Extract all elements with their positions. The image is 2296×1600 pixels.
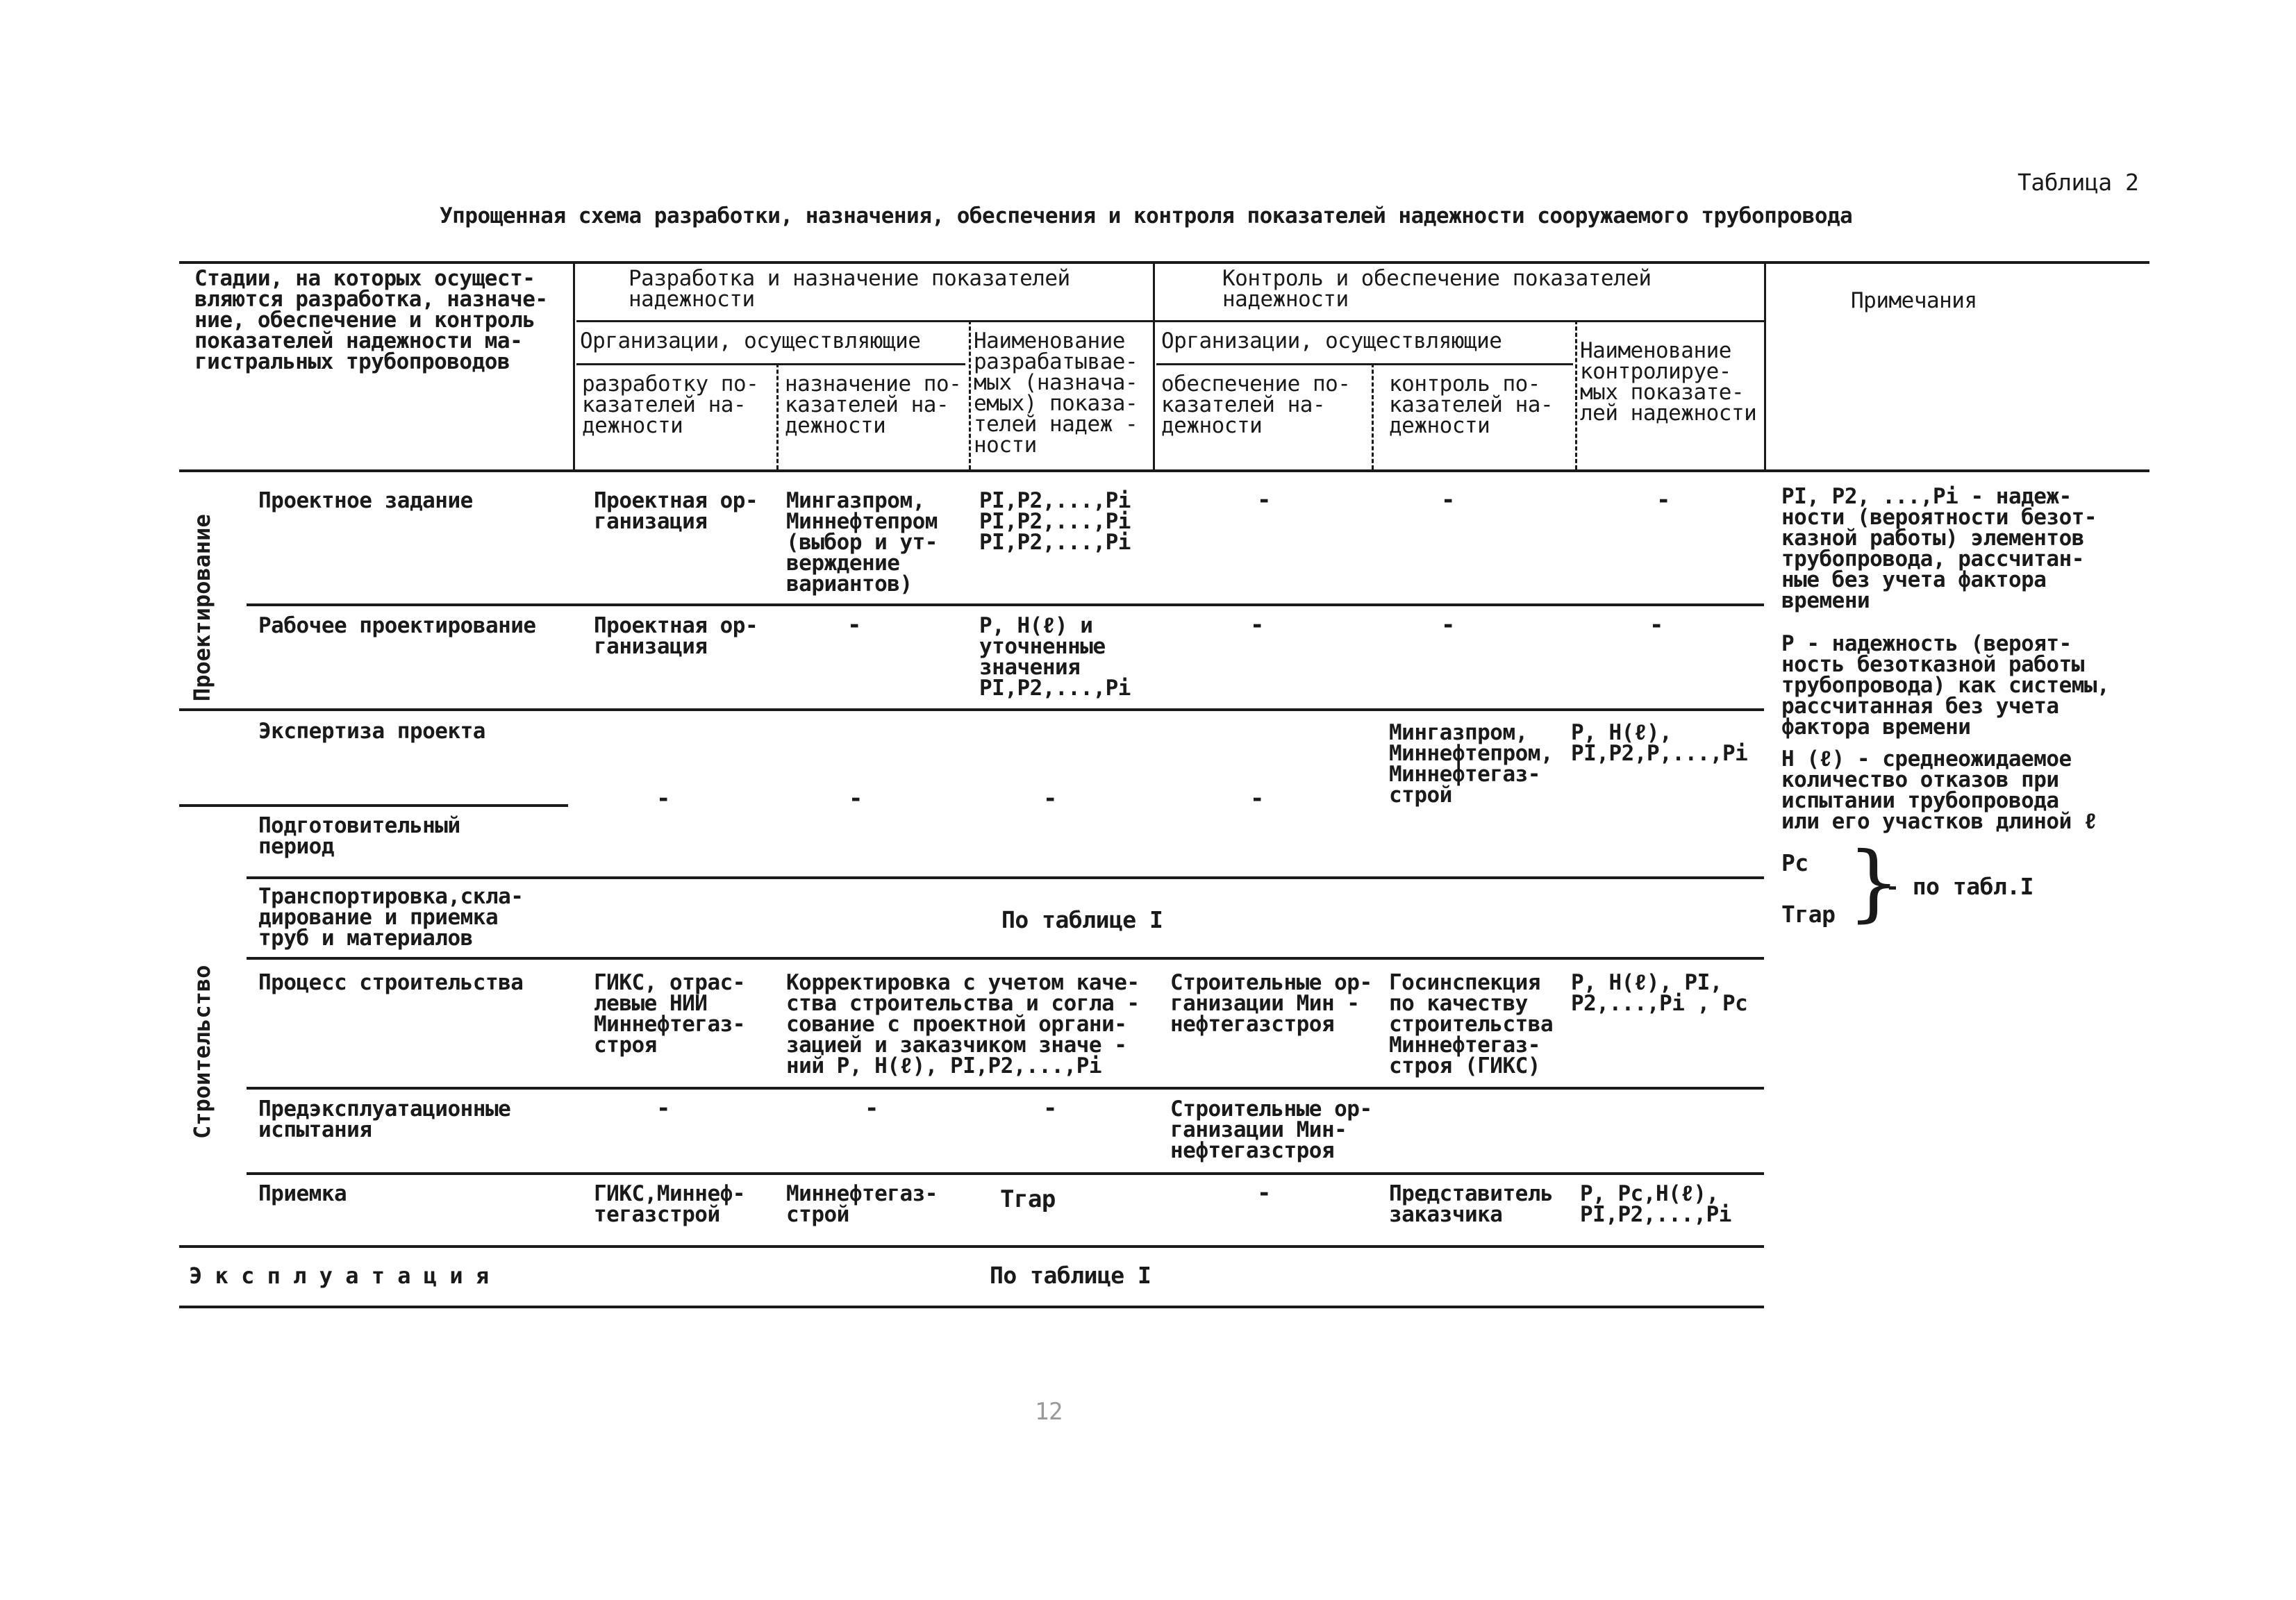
row1-dev2: Мингазпром, Миннефтепром (выбор и ут- верждение вариантов) bbox=[786, 488, 938, 597]
note-3: H (ℓ) - среднеожидаемое количество отказов при испытании трубопровода или его участков длиной ℓ bbox=[1781, 747, 2097, 834]
rule-bottom bbox=[179, 1306, 1764, 1308]
note-4-pc: Pc bbox=[1781, 849, 1808, 876]
note-1: PI, P2, ...,Pi - надеж- ности (вероятности безот- казной работы) элементов трубопровода, рассчитан- ные без учета фактора времени bbox=[1781, 484, 2097, 613]
row8-dev1: ГИКС,Миннеф- тегазстрой bbox=[594, 1181, 745, 1227]
table-label: Таблица 2 bbox=[2018, 169, 2139, 196]
vline-5 bbox=[969, 320, 971, 469]
header-ctrl-col2: контроль по- казателей на- дежности bbox=[1389, 372, 1554, 438]
row6-ctrl2: Госинспекция по качеству строительства Миннефтегаз- строя (ГИКС) bbox=[1389, 970, 1554, 1078]
rule-r6 bbox=[247, 1087, 1764, 1090]
row5-span: По таблице I bbox=[1001, 906, 1163, 933]
row3-dev3-dash: - bbox=[1043, 785, 1058, 812]
row1-dev1: Проектная ор- ганизация bbox=[594, 488, 758, 534]
rule-top bbox=[179, 261, 2149, 264]
rule-orgs bbox=[576, 320, 1764, 322]
group-design: Проектирование bbox=[189, 514, 215, 701]
header-ctrl-group: Контроль и обеспечение показателей надежности bbox=[1222, 266, 1652, 312]
rule-r4 bbox=[247, 876, 1764, 879]
row2-ctrl3: - bbox=[1649, 611, 1664, 639]
header-ctrl-col3: Наименование контролируе- мых показате- лей надежности bbox=[1580, 338, 1757, 426]
header-dev-col3: Наименование разрабатывае- мых (назнача- емых) показа- телей надеж - ности bbox=[974, 328, 1138, 458]
row1-ctrl3: - bbox=[1656, 486, 1671, 514]
table-caption: Упрощенная схема разработки, назначения, обеспечения и контроля показателей надежности сооружаемого трубопровода bbox=[440, 203, 1853, 228]
row1-ctrl1: - bbox=[1257, 486, 1272, 514]
vline-4 bbox=[776, 363, 779, 469]
rule-r5 bbox=[247, 957, 1764, 960]
note-2: P - надежность (вероят- ность безотказной работы трубопровода) как системы, рассчитанная без учета фактора времени bbox=[1781, 631, 2110, 740]
header-dev-orgs: Организации, осуществляющие bbox=[580, 328, 921, 353]
rule-header-bottom bbox=[179, 469, 2149, 472]
row7-dev3: - bbox=[1043, 1094, 1058, 1122]
vline-2 bbox=[1153, 261, 1155, 469]
vline-7 bbox=[1575, 320, 1577, 469]
row3-dev2-dash: - bbox=[849, 785, 863, 812]
row1-ctrl2: - bbox=[1441, 486, 1456, 514]
row2-ctrl2: - bbox=[1441, 611, 1456, 639]
row8-stage: Приемка bbox=[258, 1181, 347, 1206]
header-stages: Стадии, на которых осущест- вляются разработка, назначе- ние, обеспечение и контроль показателей надежности ма- гистральных трубопроводов bbox=[194, 266, 548, 374]
row7-ctrl1: Строительные ор- ганизации Мин- нефтегазстроя bbox=[1170, 1097, 1372, 1163]
group-operation: Э к с п л у а т а ц и я bbox=[189, 1262, 489, 1289]
rule-r2 bbox=[179, 708, 1764, 711]
row3-ctrl2: Мингазпром, Миннефтепром, Миннефтегаз- строй bbox=[1389, 720, 1554, 808]
row3-ctrl1-dash: - bbox=[1250, 785, 1265, 812]
row6-ctrl1: Строительные ор- ганизации Мин - нефтегазстроя bbox=[1170, 970, 1372, 1037]
row8-ctrl3: P, Pc,H(ℓ), PI,P2,...,Pi bbox=[1580, 1181, 1731, 1227]
note-brace-icon: } bbox=[1847, 835, 1901, 931]
row6-dev1: ГИКС, отрас- левые НИИ Миннефтегаз- строя bbox=[594, 970, 745, 1058]
rule-r1 bbox=[247, 603, 1764, 606]
row2-stage: Рабочее проектирование bbox=[258, 613, 536, 638]
row3-ctrl3: P, H(ℓ), PI,P2,P,...,Pi bbox=[1571, 720, 1748, 766]
rule-ctrl-sub bbox=[1156, 363, 1573, 365]
rule-r8 bbox=[179, 1245, 1764, 1248]
row2-ctrl1: - bbox=[1250, 611, 1265, 639]
group-construction: Строительство bbox=[189, 965, 215, 1139]
row4-stage: Подготовительный период bbox=[258, 813, 460, 859]
vline-3 bbox=[1764, 261, 1766, 469]
row1-stage: Проектное задание bbox=[258, 488, 473, 513]
row5-stage: Транспортировка,скла- дирование и приемка труб и материалов bbox=[258, 884, 524, 951]
row2-dev3: P, H(ℓ) и уточненные значения PI,P2,...,Pi bbox=[979, 613, 1131, 701]
row2-dev2: - bbox=[847, 611, 862, 639]
row3-stage: Экспертиза проекта bbox=[258, 719, 485, 744]
row8-dev2: Миннефтегаз- строй bbox=[786, 1181, 938, 1227]
header-dev-group: Разработка и назначение показателей надежности bbox=[629, 266, 1070, 312]
page-number: 12 bbox=[1035, 1398, 1063, 1426]
row8-ctrl1: - bbox=[1257, 1179, 1272, 1207]
header-ctrl-col1: обеспечение по- казателей на- дежности bbox=[1161, 372, 1351, 438]
vline-6 bbox=[1372, 363, 1374, 469]
header-dev-col1: разработку по- казателей на- дежности bbox=[582, 372, 759, 438]
note-4-ref: - по табл.I bbox=[1886, 873, 2034, 900]
rule-r7 bbox=[247, 1172, 1764, 1175]
header-dev-col2: назначение по- казателей на- дежности bbox=[785, 372, 962, 438]
header-ctrl-orgs: Организации, осуществляющие bbox=[1161, 328, 1502, 353]
row7-dev1: - bbox=[656, 1094, 671, 1122]
row1-dev3: PI,P2,...,Pi PI,P2,...,Pi PI,P2,...,Pi bbox=[979, 488, 1131, 555]
row8-ctrl2: Представитель заказчика bbox=[1389, 1181, 1554, 1227]
rule-dev-sub bbox=[576, 363, 965, 365]
row7-dev2: - bbox=[865, 1094, 879, 1122]
row8-dev3: Tгар bbox=[1000, 1185, 1056, 1213]
note-4-tgar: Tгар bbox=[1781, 901, 1836, 928]
rule-r3 bbox=[179, 804, 568, 807]
row9-span: По таблице I bbox=[990, 1262, 1151, 1289]
row7-stage: Предэксплуатационные испытания bbox=[258, 1097, 511, 1142]
row3-dev1-dash: - bbox=[656, 785, 671, 812]
vline-1 bbox=[573, 261, 575, 469]
row6-ctrl3: P, H(ℓ), PI, P2,...,Pi , Pc bbox=[1571, 970, 1748, 1016]
header-notes: Примечания bbox=[1851, 288, 1977, 313]
row6-dev2: Корректировка с учетом каче- ства строительства и согла - сование с проектной органи- зацией и заказчиком значе - ний P, H(ℓ), PI,P2,...,Pi bbox=[786, 970, 1140, 1078]
row2-dev1: Проектная ор- ганизация bbox=[594, 613, 758, 659]
row6-stage: Процесс строительства bbox=[258, 970, 524, 995]
